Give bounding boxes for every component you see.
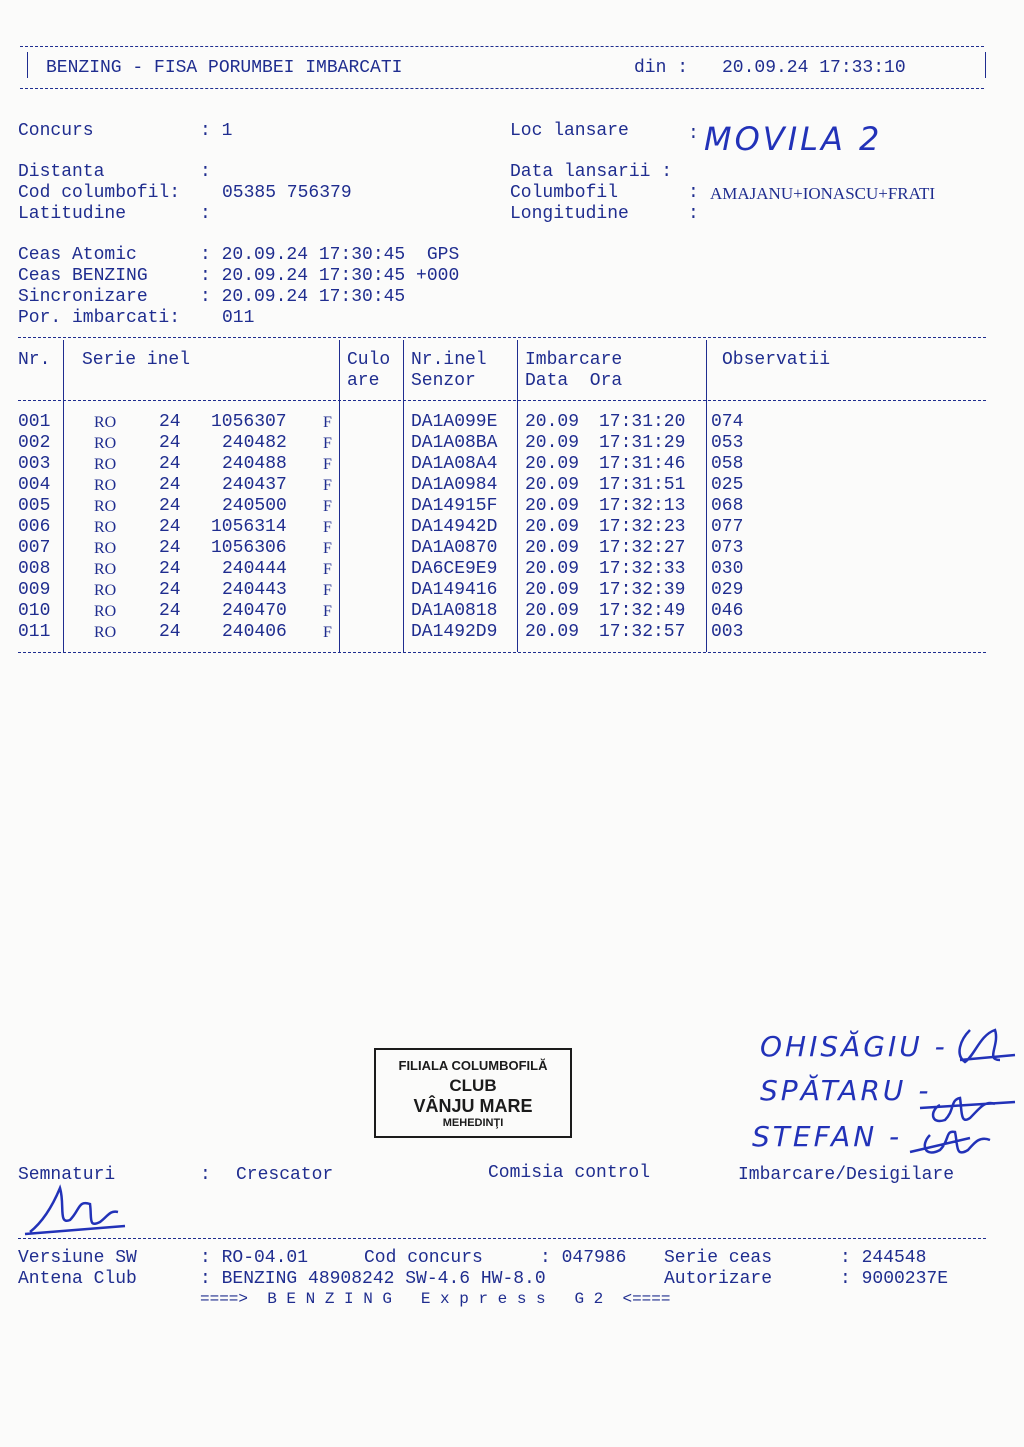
signature-3-mark xyxy=(910,1132,990,1153)
row-tara: RO xyxy=(94,624,117,641)
row-sex: F xyxy=(323,540,332,557)
versiune-sw-label: Versiune SW xyxy=(18,1248,137,1268)
header-top-border xyxy=(20,46,984,47)
col-header-data-ora: Data Ora xyxy=(525,371,623,391)
row-nr: 006 xyxy=(18,517,51,537)
row-tara: RO xyxy=(94,498,117,515)
row-ora: 17:32:39 xyxy=(599,580,686,600)
row-nr: 004 xyxy=(18,475,51,495)
row-serie: 1056307 xyxy=(211,412,287,432)
signature-1-mark xyxy=(960,1030,1015,1062)
stamp-line2: CLUB xyxy=(449,1076,497,1095)
row-an: 24 xyxy=(159,559,181,579)
row-an: 24 xyxy=(159,475,181,495)
header-datetime: 20.09.24 17:33:10 xyxy=(722,58,906,78)
footer-separator xyxy=(18,1238,986,1239)
row-serie: 240470 xyxy=(222,601,287,621)
row-data: 20.09 xyxy=(525,412,580,432)
serie-ceas-label: Serie ceas xyxy=(664,1248,773,1268)
row-observatii: 029 xyxy=(711,580,744,600)
table-row xyxy=(18,559,998,580)
semnaturi-label: Semnaturi xyxy=(18,1165,116,1185)
latitudine-value: : xyxy=(200,204,211,224)
row-data: 20.09 xyxy=(525,622,580,642)
row-nr: 007 xyxy=(18,538,51,558)
row-senzor: DA1A0870 xyxy=(411,538,498,558)
row-serie: 240500 xyxy=(222,496,287,516)
handwritten-signatures xyxy=(900,1000,1020,1160)
row-tara: RO xyxy=(94,540,117,557)
row-an: 24 xyxy=(159,580,181,600)
por-imbarcati-value: 011 xyxy=(222,308,255,328)
document-title: BENZING - FISA PORUMBEI IMBARCATI xyxy=(46,58,403,78)
columbofil-label: Columbofil xyxy=(510,183,619,203)
row-tara: RO xyxy=(94,435,117,452)
row-serie: 1056306 xyxy=(211,538,287,558)
row-data: 20.09 xyxy=(525,433,580,453)
row-nr: 001 xyxy=(18,412,51,432)
row-sex: F xyxy=(323,582,332,599)
row-tara: RO xyxy=(94,582,117,599)
row-an: 24 xyxy=(159,412,181,432)
ceas-benzing-label: Ceas BENZING xyxy=(18,266,148,286)
row-ora: 17:32:33 xyxy=(599,559,686,579)
row-observatii: 003 xyxy=(711,622,744,642)
semnaturi-sep: : xyxy=(200,1165,211,1185)
row-senzor: DA1A0984 xyxy=(411,475,498,495)
crescator-signature xyxy=(20,1180,130,1238)
row-ora: 17:32:27 xyxy=(599,538,686,558)
row-nr: 008 xyxy=(18,559,51,579)
benzing-banner: ====> B E N Z I N G E x p r e s s G 2 <==== xyxy=(200,1290,671,1308)
handwritten-name-3: STEFAN - xyxy=(752,1120,903,1153)
row-observatii: 058 xyxy=(711,454,744,474)
imbarcare-desigilare-label: Imbarcare/Desigilare xyxy=(738,1165,955,1185)
row-senzor: DA1A0818 xyxy=(411,601,498,621)
columbofil-sep: : xyxy=(688,183,699,203)
row-tara: RO xyxy=(94,603,117,620)
row-an: 24 xyxy=(159,517,181,537)
col-header-imbarcare: Imbarcare xyxy=(525,350,623,370)
antena-club-label: Antena Club xyxy=(18,1269,137,1289)
row-an: 24 xyxy=(159,496,181,516)
row-senzor: DA14915F xyxy=(411,496,498,516)
row-an: 24 xyxy=(159,433,181,453)
table-row xyxy=(18,496,998,517)
header-left-border xyxy=(27,52,28,78)
row-observatii: 030 xyxy=(711,559,744,579)
row-observatii: 073 xyxy=(711,538,744,558)
row-observatii: 046 xyxy=(711,601,744,621)
row-nr: 010 xyxy=(18,601,51,621)
row-data: 20.09 xyxy=(525,580,580,600)
row-sex: F xyxy=(323,477,332,494)
cod-columbofil-value: 05385 756379 xyxy=(222,183,352,203)
row-data: 20.09 xyxy=(525,496,580,516)
row-nr: 005 xyxy=(18,496,51,516)
concurs-label: Concurs xyxy=(18,121,94,141)
row-tara: RO xyxy=(94,561,117,578)
row-an: 24 xyxy=(159,538,181,558)
row-sex: F xyxy=(323,519,332,536)
loc-lansare-label: Loc lansare xyxy=(510,121,629,141)
row-senzor: DA14942D xyxy=(411,517,498,537)
concurs-value: : 1 xyxy=(200,121,233,141)
por-imbarcati-label: Por. imbarcati: xyxy=(18,308,181,328)
row-nr: 009 xyxy=(18,580,51,600)
cod-concurs-label: Cod concurs xyxy=(364,1248,483,1268)
row-ora: 17:31:29 xyxy=(599,433,686,453)
row-sex: F xyxy=(323,498,332,515)
row-data: 20.09 xyxy=(525,454,580,474)
row-tara: RO xyxy=(94,414,117,431)
table-row xyxy=(18,412,998,433)
loc-lansare-sep: : xyxy=(688,124,699,144)
row-an: 24 xyxy=(159,601,181,621)
row-observatii: 053 xyxy=(711,433,744,453)
row-serie: 240437 xyxy=(222,475,287,495)
columbofil-value: AMAJANU+IONASCU+FRATI xyxy=(710,184,936,203)
cod-concurs-value: : 047986 xyxy=(540,1248,627,1268)
col-header-observatii: Observatii xyxy=(722,350,831,370)
table-row xyxy=(18,538,998,559)
row-serie: 1056314 xyxy=(211,517,287,537)
table-row xyxy=(18,433,998,454)
row-data: 20.09 xyxy=(525,517,580,537)
col-header-are: are xyxy=(347,371,380,391)
data-lansarii-label: Data lansarii : xyxy=(510,162,673,182)
row-serie: 240406 xyxy=(222,622,287,642)
row-sex: F xyxy=(323,603,332,620)
stamp-line4: MEHEDINŢI xyxy=(442,1117,504,1129)
row-tara: RO xyxy=(94,456,117,473)
col-header-nr-inel: Nr.inel xyxy=(411,350,487,370)
longitudine-value: : xyxy=(688,204,699,224)
club-stamp xyxy=(374,1048,572,1138)
row-observatii: 074 xyxy=(711,412,744,432)
row-tara: RO xyxy=(94,477,117,494)
row-serie: 240488 xyxy=(222,454,287,474)
row-ora: 17:31:20 xyxy=(599,412,686,432)
table-row xyxy=(18,622,998,643)
row-sex: F xyxy=(323,414,332,431)
table-row xyxy=(18,517,998,538)
row-ora: 17:32:23 xyxy=(599,517,686,537)
row-ora: 17:31:51 xyxy=(599,475,686,495)
row-ora: 17:32:57 xyxy=(599,622,686,642)
distanta-value: : xyxy=(200,162,211,182)
header-right-border xyxy=(985,52,986,78)
table-row xyxy=(18,454,998,475)
latitudine-label: Latitudine xyxy=(18,204,127,224)
cod-columbofil-label: Cod columbofil: xyxy=(18,183,181,203)
loc-lansare-handwritten: MOVILA 2 xyxy=(704,120,883,158)
row-data: 20.09 xyxy=(525,559,580,579)
row-serie: 240482 xyxy=(222,433,287,453)
row-sex: F xyxy=(323,561,332,578)
row-observatii: 068 xyxy=(711,496,744,516)
col-header-culo: Culo xyxy=(347,350,391,370)
header-bottom-border xyxy=(20,88,984,89)
header-din-label: din : xyxy=(634,58,689,78)
row-data: 20.09 xyxy=(525,475,580,495)
row-senzor: DA6CE9E9 xyxy=(411,559,498,579)
row-tara: RO xyxy=(94,519,117,536)
row-an: 24 xyxy=(159,454,181,474)
table-top-border xyxy=(18,337,986,338)
row-sex: F xyxy=(323,435,332,452)
sincronizare-label: Sincronizare xyxy=(18,287,148,307)
row-serie: 240444 xyxy=(222,559,287,579)
row-nr: 003 xyxy=(18,454,51,474)
row-senzor: DA1492D9 xyxy=(411,622,498,642)
versiune-sw-value: : RO-04.01 xyxy=(200,1248,309,1268)
ceas-atomic-value: : 20.09.24 17:30:45 GPS xyxy=(200,245,460,265)
row-senzor: DA1A08BA xyxy=(411,433,498,453)
ceas-benzing-value: : 20.09.24 17:30:45 +000 xyxy=(200,266,460,286)
row-nr: 011 xyxy=(18,622,51,642)
col-header-nr: Nr. xyxy=(18,350,51,370)
row-nr: 002 xyxy=(18,433,51,453)
row-data: 20.09 xyxy=(525,601,580,621)
table-row xyxy=(18,580,998,601)
row-ora: 17:32:49 xyxy=(599,601,686,621)
autorizare-label: Autorizare xyxy=(664,1269,773,1289)
row-senzor: DA149416 xyxy=(411,580,498,600)
row-senzor: DA1A099E xyxy=(411,412,498,432)
crescator-label: Crescator xyxy=(236,1165,334,1185)
col-header-serie-inel: Serie inel xyxy=(82,350,191,370)
serie-ceas-value: : 244548 xyxy=(840,1248,927,1268)
table-row xyxy=(18,601,998,622)
row-observatii: 025 xyxy=(711,475,744,495)
comisia-control-label: Comisia control xyxy=(488,1163,651,1183)
row-sex: F xyxy=(323,624,332,641)
stamp-line3: VÂNJU MARE xyxy=(413,1096,533,1116)
longitudine-label: Longitudine xyxy=(510,204,629,224)
distanta-label: Distanta xyxy=(18,162,105,182)
ceas-atomic-label: Ceas Atomic xyxy=(18,245,137,265)
row-data: 20.09 xyxy=(525,538,580,558)
row-serie: 240443 xyxy=(222,580,287,600)
handwritten-name-1: OHISĂGIU - xyxy=(760,1030,948,1063)
handwritten-name-2: SPĂTARU - xyxy=(760,1074,932,1107)
crescator-signature-mark xyxy=(25,1188,125,1234)
row-an: 24 xyxy=(159,622,181,642)
sincronizare-value: : 20.09.24 17:30:45 xyxy=(200,287,406,307)
table-header-separator xyxy=(18,400,986,401)
autorizare-value: : 9000237E xyxy=(840,1269,949,1289)
signature-2-mark xyxy=(920,1098,1015,1121)
table-row xyxy=(18,475,998,496)
col-header-senzor: Senzor xyxy=(411,371,476,391)
stamp-line1: FILIALA COLUMBOFILĂ xyxy=(398,1058,548,1073)
antena-club-value: : BENZING 48908242 SW-4.6 HW-8.0 xyxy=(200,1269,546,1289)
row-observatii: 077 xyxy=(711,517,744,537)
row-senzor: DA1A08A4 xyxy=(411,454,498,474)
table-bottom-border xyxy=(18,652,986,653)
row-ora: 17:32:13 xyxy=(599,496,686,516)
row-sex: F xyxy=(323,456,332,473)
row-ora: 17:31:46 xyxy=(599,454,686,474)
